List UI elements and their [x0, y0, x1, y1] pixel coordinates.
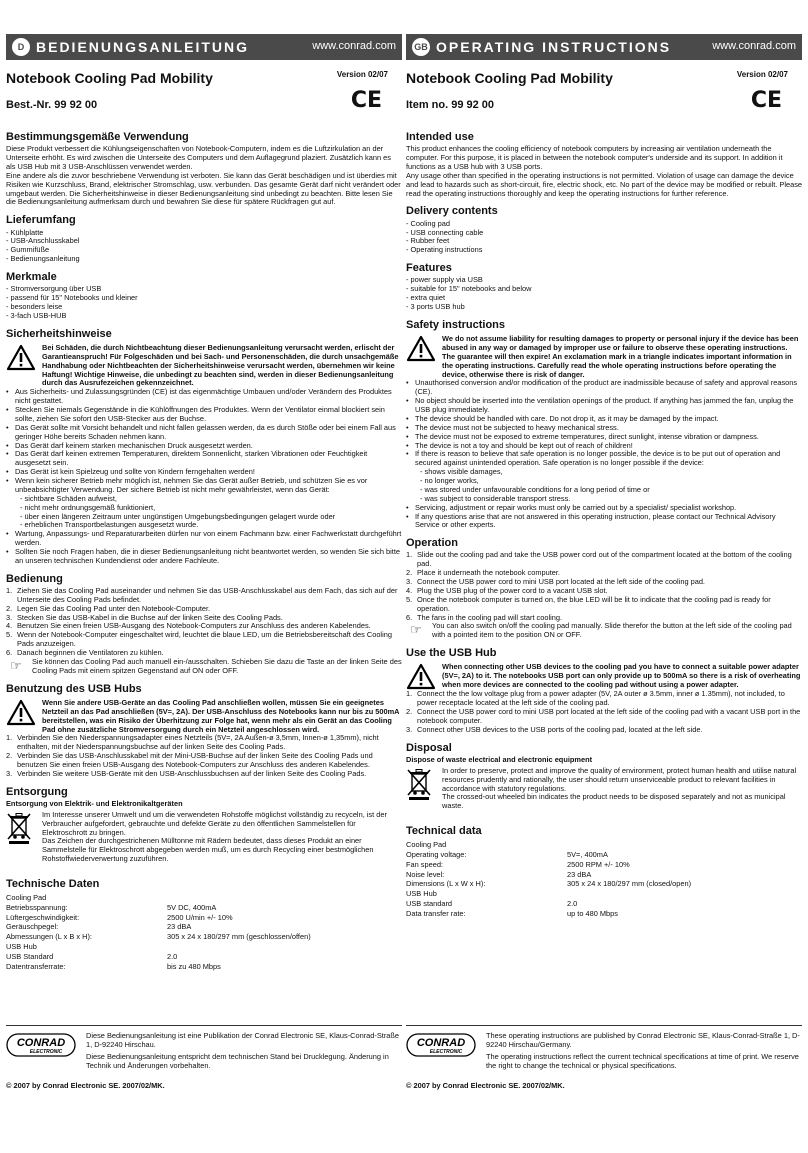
- safety-item-text: The device must not be exposed to extreme temperatures, direct sunlight, intense vibration or dampness.: [415, 431, 759, 441]
- operation-step-text: Ziehen Sie das Cooling Pad auseinander und nehmen Sie das USB-Anschlusskabel aus dem Fach, das sich auf der Unterseite des Cooling Pads befindet.: [17, 585, 398, 604]
- operation-note: [6, 658, 402, 676]
- delivery-item: [406, 229, 802, 238]
- safety-item-text: Das Gerät ist kein Spielzeug und sollte von Kindern ferngehalten werden!: [15, 467, 255, 477]
- features-heading: Merkmale: [6, 271, 57, 283]
- operation-step: 2. Legen Sie das Cooling Pad unter den Notebook-Computer.: [6, 603, 211, 613]
- operation-steps: [6, 587, 402, 658]
- tech-value: 305 x 24 x 180/297 mm (closed/open): [567, 879, 692, 889]
- operation-step: 1. Ziehen Sie das Cooling Pad auseinander und nehmen Sie das USB-Anschlusskabel aus dem Fach, das sich auf der Unterseite des Cooling Pads befindet.: [6, 585, 398, 604]
- usb-hub-step: 2. Verbinden Sie das USB-Anschlusskabel mit der Mini-USB-Buchse auf der linken Seite des Cooling Pads und benutzen Sie einen freien USB-Ausgang des Notebook-Computers zur Anschluss des anderen Kabelendes.: [6, 751, 373, 769]
- tech-heading: Technical data: [406, 825, 482, 838]
- section-banner: [406, 34, 802, 60]
- operation-step-text: Place it underneath the notebook computer.: [417, 568, 560, 578]
- feature-item-text: 3-fach USB-HUB: [10, 310, 67, 320]
- operation-step-text: The fans in the cooling pad will start cooling.: [417, 612, 563, 622]
- safety-item: [6, 477, 402, 495]
- product-title: Notebook Cooling Pad Mobility: [6, 70, 213, 86]
- delivery-item-text: Cooling pad: [410, 218, 450, 228]
- safety-sub-item-text: über einen längeren Zeitraum unter ungünstigen Umgebungsbedingungen gelagert wurde oder: [24, 511, 336, 521]
- tech-label: Datentransferrate:: [6, 961, 66, 971]
- safety-item: [6, 388, 402, 406]
- safety-item-text: Servicing, adjustment or repair works must only be carried out by a specialist/ specialist workshop.: [415, 502, 737, 512]
- tech-group-label: [6, 893, 402, 903]
- operation-step: 3. Connect the USB power cord to mini USB port located at the left side of the cooling pad.: [406, 577, 705, 587]
- tech-group-usb: [406, 890, 802, 920]
- safety-item-text: Aus Sicherheits- und Zulassungsgründen (CE) ist das eigenmächtige Umbauen und/oder Verändern des Produktes nicht gestattet.: [15, 387, 392, 406]
- language-badge: D: [12, 38, 30, 56]
- usb-hub-step-text: Verbinden Sie das USB-Anschlusskabel mit der Mini-USB-Buchse auf der linken Seite des Cooling Pads und benutzen Sie einen freien USB-Ausgang des Notebook-Computers zur Anschluss des anderen Kabelendes.: [17, 751, 373, 769]
- disposal-text-2: Das Zeichen der durchgestrichenen Mülltonne mit Rädern bedeutet, dass dieses Produkt an einer Sammelstelle für Elektroschrott abgegeben werden muß, um es durch Recycling einer bestmöglichen Rohstoffwiederverwertung zuzuführen.: [42, 836, 374, 864]
- intended-use-text-2: Eine andere als die zuvor beschriebene Verwendung ist verboten. Sie kann das Gerät beschädigen und ist überdies mit Risiken wie Kurzschluss, Brand, elektrischer Stromschlag, usw. verbunden. Das gesamte Gerät darf nicht verändert oder umgebaut werden. Die Sicherheitshinweise in dieser Bedienungsanleitung sind unbedingt zu beachten. Bitte lesen Sie die Bedienungsanleitung aufmerksam durch und bewahren Sie diese für spätere Rückfragen gut auf.: [6, 170, 401, 207]
- tech-row: [406, 910, 802, 920]
- tech-value: 5V=, 400mA: [567, 849, 608, 859]
- safety-sub-item-text: nicht mehr ordnungsgemäß funktioniert,: [24, 502, 156, 512]
- tech-group-title: Cooling Pad: [406, 839, 447, 849]
- operation-steps: [406, 551, 802, 622]
- usb-hub-warning-text: When connecting other USB devices to the cooling pad you have to connect a suitable power adapter (5V=, 2A) to it. The notebooks USB port can only provide up to 500mA so there is a risk of overheating when more devices are connected to the cooling pad without using a power adapter.: [442, 662, 801, 690]
- safety-item-text: Stecken Sie niemals Gegenstände in die Kühlöffnungen des Produktes. Wenn der Ventilator einmal blockiert sein sollte, ziehen Sie sofort den USB-Stecker aus der Buchse.: [15, 405, 385, 423]
- tech-label: Operating voltage:: [406, 849, 467, 859]
- usb-hub-heading: Use the USB Hub: [406, 647, 497, 660]
- footer-text: [486, 1032, 802, 1074]
- item-number: Best.-Nr. 99 92 00: [6, 98, 98, 111]
- section-banner: [6, 34, 402, 60]
- usb-hub-heading: Benutzung des USB Hubs: [6, 682, 142, 695]
- features-heading: Features: [406, 262, 452, 275]
- safety-item-text: Unauthorised conversion and/or modification of the product are inadmissible because of safety and approval reasons (CE).: [415, 378, 798, 397]
- intended-use-heading: Intended use: [406, 131, 474, 143]
- warning-triangle-icon: [6, 699, 36, 726]
- usb-hub-step-text: Connect the USB power cord to mini USB port located at the left side of the cooling pad with a vacant USB port in the notebook computer.: [417, 707, 801, 725]
- disposal-subheading: Entsorgung von Elektrik- und Elektronikaltgeräten: [6, 798, 183, 808]
- delivery-item: [406, 246, 802, 255]
- tech-row: [406, 880, 802, 890]
- usb-hub-steps: [406, 690, 802, 734]
- safety-list-2: [406, 504, 802, 531]
- tech-label: Fan speed:: [406, 859, 443, 869]
- delivery-item-text: USB connecting cable: [410, 227, 484, 237]
- usb-hub-steps: [6, 734, 402, 778]
- intended-use-heading: Bestimmungsgemäße Verwendung: [6, 131, 189, 143]
- product-title: Notebook Cooling Pad Mobility: [406, 70, 613, 86]
- operation-step: 2. Place it underneath the notebook computer.: [406, 568, 560, 578]
- usb-hub-step-text: Connect the the low voltage plug from a power adapter (5V, 2A outer ø 3.5mm, inner ø 1.35mm), not included, to power receptacle located at the left side of the cooling pad.: [417, 689, 785, 708]
- delivery-item-text: Kühlplatte: [10, 227, 44, 237]
- operation-step-text: Slide out the cooling pad and take the USB power cord out of the compartment located at the bottom of the cooling pad.: [417, 550, 792, 569]
- operation-step-text: Connect the USB power cord to mini USB port located at the left side of the cooling pad.: [417, 577, 705, 587]
- tech-label: USB standard: [406, 899, 453, 909]
- safety-item: [406, 513, 802, 531]
- tech-row: [6, 903, 402, 913]
- operation-note: [406, 622, 802, 640]
- safety-warning-text: We do not assume liability for resulting damages to property or personal injury if the device has been abused in any way or damaged by improper use or failure to observe these operating instructions. The guarantee will then expire! An exclamation mark in a triangle indicates important information in the operating instructions. Carefully read the whole operating instructions before operating the device, otherwise there is risk of danger.: [442, 334, 799, 379]
- tech-table: [6, 893, 402, 972]
- safety-item-text: No object should be inserted into the ventilation openings of the product. If anything has jammed the fan, unplug the USB plug immediately.: [415, 396, 794, 414]
- conrad-logo-icon: [406, 1032, 476, 1058]
- tech-value: bis zu 480 Mbps: [167, 961, 221, 971]
- feature-item: [6, 294, 402, 303]
- safety-item-text: Sollten Sie noch Fragen haben, die in dieser Bedienungsanleitung nicht beantwortet werden, so wenden Sie sich bitte an unseren technischen Kundendienst oder andere Fachleute.: [15, 547, 400, 565]
- pointing-hand-icon: ☞: [410, 622, 422, 638]
- delivery-item-text: Gummifüße: [10, 245, 50, 255]
- delivery-item: [6, 255, 402, 264]
- usb-hub-step: 1. Connect the the low voltage plug from a power adapter (5V, 2A outer ø 3.5mm, inner ø 1.35mm), not included, to power receptacle located at the left side of the cooling pad.: [406, 689, 785, 708]
- operation-step-text: Benutzen Sie einen freien USB-Ausgang des Notebook-Computers zur Anschluss des anderen Kabelendes.: [17, 621, 371, 631]
- feature-item: [406, 294, 802, 303]
- language-badge: GB: [412, 38, 430, 56]
- tech-row: [6, 933, 402, 943]
- safety-item-text: If there is reason to believe that safe operation is no longer possible, the device is to be put out of operation and secured against unintended operation. Safe operation is no longer possible if the device:: [415, 449, 781, 468]
- svg-text:CONRAD: CONRAD: [16, 1037, 66, 1049]
- usb-hub-step: 3. Verbinden Sie weitere USB-Geräte mit den USB-Anschlussbuchsen auf der linken Seite des Cooling Pads.: [6, 768, 367, 778]
- operation-step: 1. Slide out the cooling pad and take the USB power cord out of the compartment located at the bottom of the cooling pad.: [406, 550, 792, 569]
- tech-group-cooling: [406, 840, 802, 889]
- usb-hub-step-text: Connect other USB devices to the USB ports of the cooling pad, located at the left side.: [417, 724, 703, 734]
- safety-item: [6, 406, 402, 424]
- disposal-text-2: The crossed-out wheeled bin indicates the product needs to be disposed separately and not as municipal waste.: [442, 792, 786, 811]
- safety-item: [6, 424, 402, 442]
- delivery-item: [6, 237, 402, 246]
- safety-sub-list: [406, 468, 802, 504]
- safety-sub-item-text: erheblichen Transportbelastungen ausgesetzt wurde.: [24, 520, 199, 530]
- safety-heading: Safety instructions: [406, 318, 506, 331]
- tech-group-cooling: [6, 893, 402, 942]
- usb-hub-warning-text: Wenn Sie andere USB-Geräte an das Cooling Pad anschließen wollen, müssen Sie ein geeignetes Netzteil an das Pad anschließen (5V=, 2A). Der USB-Anschluss des Notebooks kann nur bis zu 500mA bereitstellen, was ein Risiko der Überhitzung zur Folge hat, wenn mehr als ein Gerät an das Cooling Pad ohne zusätzliche Stromversorgung durch ein Netzteil angeschlossen wird.: [42, 697, 400, 734]
- disposal-heading: Disposal: [406, 741, 452, 754]
- feature-item-text: besonders leise: [10, 301, 63, 311]
- safety-item: [406, 379, 802, 397]
- tech-group-label: [406, 840, 802, 850]
- operation-note-text: Sie können das Cooling Pad auch manuell ein-/ausschalten. Schieben Sie dazu die Taste an der linken Seite des Cooling Pads mit einem spitzen Gegenstand auf ON oder OFF.: [32, 656, 402, 675]
- footer-publisher: These operating instructions are published by Conrad Electronic SE, Klaus-Conrad-Straße 1, D-92240 Hirschau/Germany.: [486, 1031, 800, 1049]
- safety-item-text: If any questions arise that are not answered in this operating instruction, please contact our Technical Advisory Service or other experts.: [415, 511, 776, 530]
- delivery-heading: Lieferumfang: [6, 214, 76, 227]
- tech-group-label: [406, 890, 802, 900]
- warning-triangle-icon: [406, 663, 436, 690]
- feature-item-text: 3 ports USB hub: [410, 301, 465, 311]
- safety-item-text: The device must not be subjected to heavy mechanical stress.: [415, 422, 619, 432]
- tech-row: [6, 962, 402, 972]
- operation-step-text: Legen Sie das Cooling Pad unter den Notebook-Computer.: [17, 603, 211, 613]
- warning-triangle-icon: [406, 335, 436, 362]
- disposal-text-1: In order to preserve, protect and improve the quality of environment, protect human health and utilise natural resources prudently and rationally, the user should return unserviceable product to relevant facilities in accordance with statutory regulations.: [442, 765, 797, 793]
- safety-heading: Sicherheitshinweise: [6, 327, 112, 340]
- safety-item-text: Das Gerät darf keinen extremen Temperaturen, direktem Sonnenlicht, starken Vibrationen oder Feuchtigkeit ausgesetzt sein.: [15, 449, 368, 468]
- operation-step: 6. The fans in the cooling pad will start cooling.: [406, 612, 563, 622]
- feature-item-text: power supply via USB: [410, 275, 483, 285]
- tech-value: 2.0: [567, 899, 578, 909]
- operation-step-text: Once the notebook computer is turned on, the blue LED will be lit to indicate that the cooling pad is ready for operation.: [417, 594, 771, 613]
- operation-step-text: Plug the USB plug of the power cord to a vacant USB slot.: [417, 585, 608, 595]
- copyright: © 2007 by Conrad Electronic SE. 2007/02/MK.: [6, 1080, 165, 1090]
- safety-warning-text: Bei Schäden, die durch Nichtbeachtung dieser Bedienungsanleitung verursacht werden, erlischt der Garantieanspruch! Für Folgeschäden und bei Sach- und Personenschäden, die durch unsachgemäße Handhabung oder Nichtbeachten der Sicherheitshinweise verursacht werden, übernehmen wir keine Haftung! Wichtige Hinweise, die unbedingt zu beachten sind, werden in dieser Bedienungsanleitung durch das Ausrufezeichen gekennzeichnet.: [42, 342, 399, 388]
- banner-title: BEDIENUNGSANLEITUNG: [36, 38, 250, 55]
- footer-publisher: Diese Bedienungsanleitung ist eine Publikation der Conrad Electronic SE, Klaus-Conrad-Straße 1, D-92240 Hirschau.: [86, 1031, 400, 1049]
- intended-use-text-2: Any usage other than specified in the operating instructions is not permitted. Violation of usage can damage the device and lead to hazards such as short-circuit, fire, electric shock, etc. No part of the device may be modified or rebuilt. Please read the operating instructions thoroughly and keep the operating instructions for further reference.: [406, 170, 802, 198]
- copyright: © 2007 by Conrad Electronic SE. 2007/02/MK.: [406, 1080, 565, 1090]
- operation-step: 5. Once the notebook computer is turned on, the blue LED will be lit to indicate that the cooling pad is ready for operation.: [406, 594, 771, 613]
- usb-hub-step-text: Verbinden Sie den Niederspannungsadapter eines Netzteils (5V=, 2A Außen-ø 3,5mm, Innen-ø 1,35mm), nicht enthalten, mit der Niederspannungsbuchse auf der linken Seite des Cooling Pads.: [17, 733, 379, 752]
- feature-item: [6, 312, 402, 321]
- usb-hub-step: 3. Connect other USB devices to the USB ports of the cooling pad, located at the left side.: [406, 724, 703, 734]
- tech-label: Noise level:: [406, 869, 445, 879]
- safety-item-text: Wartung, Anpassungs- und Reparaturarbeiten dürfen nur von einem Fachmann bzw. einer Fachwerkstatt durchgeführt werden.: [15, 529, 402, 548]
- tech-label: USB Standard: [6, 952, 54, 961]
- safety-item: [406, 450, 802, 468]
- usb-hub-step-text: Verbinden Sie weitere USB-Geräte mit den USB-Anschlussbuchsen auf der linken Seite des Cooling Pads.: [17, 768, 367, 778]
- operation-step: 5. Wenn der Notebook-Computer eingeschaltet wird, leuchtet die blaue LED, um die Betriebsbereitschaft des Cooling Pads anzuzeigen.: [6, 630, 392, 649]
- delivery-list: [406, 220, 802, 256]
- operation-note-text: You can also switch on/off the cooling pad manually. Slide therefor the button at the left side of the cooling pad with a pointed item to the position ON or OFF.: [432, 621, 792, 640]
- safety-item-text: Das Gerät sollte mit Vorsicht behandelt und nicht fallen gelassen werden, da es durch Stöße oder bei einem Fall aus geringer Höhe bereits Schaden nehmen kann.: [15, 422, 396, 441]
- safety-item-text: The device should be handled with care. Do not drop it, as it may be damaged by the impact.: [415, 413, 719, 423]
- delivery-item-text: USB-Anschlusskabel: [10, 236, 80, 246]
- feature-item: [406, 285, 802, 294]
- disposal-text: [42, 811, 402, 864]
- footer-text: [86, 1032, 402, 1074]
- safety-list: [406, 379, 802, 468]
- tech-row: [6, 953, 402, 963]
- footer: [406, 1025, 802, 1090]
- tech-row: [406, 860, 802, 870]
- safety-list: [6, 388, 402, 495]
- safety-sub-item-text: sichtbare Schäden aufweist,: [24, 493, 117, 503]
- safety-warning: [406, 335, 802, 379]
- safety-item-text: Wenn kein sicherer Betrieb mehr möglich ist, nehmen Sie das Gerät außer Betrieb, und schützen Sie es vor unbeabsichtigter Verwendung. Der sichere Betrieb ist nicht mehr gewährleistet, wenn das Gerät:: [15, 476, 368, 494]
- operation-heading: Operation: [406, 537, 458, 550]
- tech-group-title: USB Hub: [406, 889, 437, 899]
- ce-mark-icon: CE: [750, 88, 782, 113]
- tech-heading: Technische Daten: [6, 878, 100, 891]
- svg-text:ELECTRONIC: ELECTRONIC: [29, 1049, 63, 1055]
- tech-label: Abmessungen (L x B x H):: [6, 932, 92, 942]
- features-list: [6, 285, 402, 321]
- feature-item-text: suitable for 15" notebooks and below: [410, 284, 532, 294]
- footer-row: [406, 1026, 802, 1074]
- operation-step: 4. Plug the USB plug of the power cord to a vacant USB slot.: [406, 585, 608, 595]
- safety-item: [406, 397, 802, 415]
- safety-item: [6, 548, 402, 566]
- tech-group-label: [6, 943, 402, 953]
- website-url: www.conrad.com: [712, 40, 796, 53]
- safety-item: [6, 530, 402, 548]
- tech-value: 2500 RPM +/- 10%: [567, 859, 630, 869]
- delivery-item-text: Operating instructions: [410, 245, 483, 255]
- safety-sub-item-text: was stored under unfavourable conditions for a long period of time or: [424, 484, 650, 494]
- delivery-item-text: Bedienungsanleitung: [10, 254, 80, 264]
- svg-text:CONRAD: CONRAD: [416, 1037, 466, 1049]
- operation-heading: Bedienung: [6, 572, 63, 585]
- feature-item-text: Stromversorgung über USB: [10, 284, 102, 294]
- footer-disclaimer: The operating instructions reflect the current technical specifications at time of print. We reserve the right to change the technical or physical specifications.: [486, 1051, 799, 1070]
- version-label: Version 02/07: [336, 70, 388, 79]
- intended-use-text: Diese Produkt verbessert die Kühlungseigenschaften von Notebook-Computern, indem es die Luftzirkulation an der Unterseite erhöht. Es wird zwischen die Unterseite des Computers und dem Auflagegrund plaziert. Zusätzlich kann es als USB Hub mit 3 USB-Anschlüssen verwendet werden.: [6, 144, 391, 171]
- tech-label: Betriebsspannung:: [6, 902, 68, 912]
- tech-group-title: USB Hub: [6, 942, 37, 952]
- tech-table: [406, 840, 802, 919]
- tech-value: 305 x 24 x 180/297 mm (geschlossen/offen): [167, 932, 311, 942]
- feature-item: [406, 303, 802, 312]
- delivery-heading: Delivery contents: [406, 205, 498, 218]
- warning-triangle-icon: [6, 344, 36, 371]
- conrad-logo-icon: [6, 1032, 76, 1058]
- tech-label: Lüftergeschwindigkeit:: [6, 912, 80, 922]
- disposal-text: [442, 767, 802, 811]
- tech-value: 2.0: [167, 952, 178, 961]
- tech-value: 5V DC, 400mA: [167, 902, 217, 912]
- pointing-hand-icon: ☞: [10, 657, 22, 673]
- website-url: www.conrad.com: [312, 40, 396, 53]
- safety-sub-item-text: no longer works,: [424, 476, 479, 485]
- tech-label: Data transfer rate:: [406, 909, 466, 918]
- disposal-block: [6, 811, 402, 864]
- english-column: [406, 0, 802, 1153]
- crossed-bin-icon: [6, 811, 32, 845]
- banner-title: OPERATING INSTRUCTIONS: [436, 38, 672, 55]
- product-header: [406, 60, 802, 124]
- footer-row: [6, 1026, 402, 1074]
- operation-step-text: Wenn der Notebook-Computer eingeschaltet wird, leuchtet die blaue LED, um die Betriebsbereitschaft des Cooling Pads anzuzeigen.: [17, 630, 392, 649]
- disposal-text-1: Im Interesse unserer Umwelt und um die verwendeten Rohstoffe möglichst vollständig zu recyceln, ist der Verbraucher aufgefordert, gebrauchte und defekte Geräte zu den öffentlichen Sammelstellen für Elektroschrott zu bringen.: [42, 809, 387, 837]
- usb-hub-warning: [6, 699, 402, 735]
- tech-group-title: Cooling Pad: [6, 892, 47, 902]
- disposal-block: [406, 767, 802, 811]
- tech-group-usb: [6, 943, 402, 973]
- tech-value: 2500 U/min +/- 10%: [167, 912, 233, 922]
- feature-item-text: passend für 15" Notebooks und kleiner: [10, 293, 138, 303]
- delivery-list: [6, 229, 402, 265]
- disposal-subheading: Dispose of waste electrical and electronic equipment: [406, 754, 593, 764]
- operation-step: 6. Danach beginnen die Ventilatoren zu kühlen.: [6, 648, 164, 658]
- operation-step: 3. Stecken Sie das USB-Kabel in die Buchse auf der linken Seite des Cooling Pads.: [6, 612, 283, 622]
- tech-label: Geräuschpegel:: [6, 922, 59, 932]
- delivery-item-text: Rubber feet: [410, 236, 450, 246]
- safety-item-text: The device is not a toy and should be kept out of reach of children!: [415, 440, 633, 450]
- ce-mark-icon: CE: [350, 88, 382, 113]
- tech-value: 23 dBA: [567, 869, 592, 879]
- version-label: Version 02/07: [736, 70, 788, 79]
- product-header: [6, 60, 402, 124]
- features-list: [406, 276, 802, 312]
- tech-value: up to 480 Mbps: [567, 909, 618, 918]
- operation-step-text: Danach beginnen die Ventilatoren zu kühlen.: [17, 648, 164, 658]
- tech-row: [6, 913, 402, 923]
- tech-label: Dimensions (L x W x H):: [406, 879, 486, 889]
- footer-disclaimer: Diese Bedienungsanleitung entspricht dem technischen Stand bei Drucklegung. Änderung in Technik und Änderungen vorbehalten.: [86, 1051, 389, 1070]
- crossed-bin-icon: [406, 767, 432, 801]
- usb-hub-warning: [406, 663, 802, 690]
- disposal-heading: Entsorgung: [6, 785, 68, 798]
- safety-item-text: Das Gerät darf keinem starken mechanischen Druck ausgesetzt werden.: [15, 440, 253, 450]
- feature-item-text: extra quiet: [410, 293, 446, 303]
- safety-item: [6, 450, 402, 468]
- intended-use-text: This product enhances the cooling efficiency of notebook computers by increasing air ventilation underneath the computer. For this purpose, it is placed in between the notebook computer's underside and its support. In addition it functions as a USB hub with 3 USB ports.: [406, 144, 783, 171]
- tech-row: [406, 850, 802, 860]
- svg-text:ELECTRONIC: ELECTRONIC: [429, 1049, 463, 1055]
- item-number: Item no. 99 92 00: [406, 98, 495, 111]
- operation-step-text: Stecken Sie das USB-Kabel in die Buchse auf der linken Seite des Cooling Pads.: [17, 612, 283, 622]
- safety-warning: [6, 344, 402, 388]
- tech-value: 23 dBA: [167, 922, 192, 932]
- german-column: [6, 0, 402, 1153]
- safety-list-2: [6, 530, 402, 566]
- safety-sub-item-text: was subject to considerable transport stress.: [424, 493, 571, 503]
- usb-hub-step: 1. Verbinden Sie den Niederspannungsadapter eines Netzteils (5V=, 2A Außen-ø 3,5mm, Innen-ø 1,35mm), nicht enthalten, mit der Niederspannungsbuchse auf der linken Seite des Cooling Pads.: [6, 733, 379, 752]
- operation-step: 4. Benutzen Sie einen freien USB-Ausgang des Notebook-Computers zur Anschluss des anderen Kabelendes.: [6, 621, 371, 631]
- footer: [6, 1025, 402, 1090]
- safety-sub-list: [6, 495, 402, 531]
- usb-hub-step: 2. Connect the USB power cord to mini USB port located at the left side of the cooling pad with a vacant USB port in the notebook computer.: [406, 707, 801, 725]
- safety-sub-item-text: shows visible damages,: [424, 467, 503, 477]
